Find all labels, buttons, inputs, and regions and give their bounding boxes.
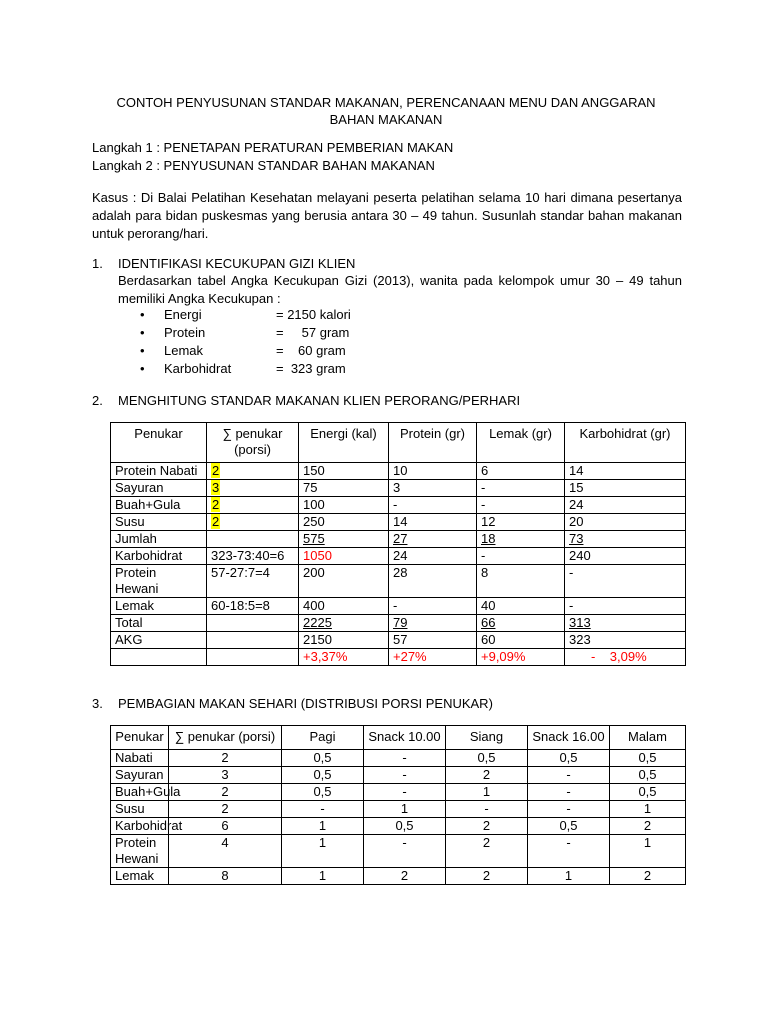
lemak-cell: 60	[477, 632, 565, 649]
porsi-cell	[207, 531, 299, 548]
snack-10-cell: 1	[364, 801, 446, 818]
energi-cell: 100	[299, 497, 389, 514]
column-header: Snack 16.00	[528, 726, 610, 750]
lemak-cell: -	[477, 480, 565, 497]
energi-cell: 2150	[299, 632, 389, 649]
section-2-heading	[92, 392, 520, 409]
nutrient-value: = 60 gram	[276, 343, 346, 358]
column-header: Malam	[610, 726, 686, 750]
snack-10-cell: -	[364, 767, 446, 784]
nutrient-value: = 323 gram	[276, 361, 346, 376]
malam-cell: 2	[610, 818, 686, 835]
siang-cell: 1	[446, 784, 528, 801]
protein-cell: 14	[389, 514, 477, 531]
step-1: Langkah 1 : PENETAPAN PERATURAN PEMBERIAN MAKAN	[92, 140, 454, 155]
porsi-cell	[207, 463, 299, 480]
malam-cell: 2	[610, 868, 686, 885]
table-row	[111, 818, 686, 835]
siang-cell: 2	[446, 835, 528, 868]
penukar-cell: Sayuran	[111, 480, 207, 497]
bullet-icon: •	[140, 307, 145, 322]
snack-10-cell: -	[364, 835, 446, 868]
penukar-cell: Susu	[111, 801, 169, 818]
energi-cell: 200	[299, 565, 389, 598]
lemak-cell: 40	[477, 598, 565, 615]
table-row	[111, 868, 686, 885]
penukar-cell: Lemak	[111, 868, 169, 885]
porsi-cell: 6	[169, 818, 282, 835]
siang-cell: 2	[446, 767, 528, 784]
protein-cell: 57	[389, 632, 477, 649]
table-row	[111, 480, 686, 497]
column-header: Penukar	[111, 726, 169, 750]
pagi-cell: -	[282, 801, 364, 818]
column-header: Karbohidrat (gr)	[565, 423, 686, 463]
malam-cell: 1	[610, 835, 686, 868]
protein-cell: 3	[389, 480, 477, 497]
energi-cell: 150	[299, 463, 389, 480]
protein-cell: -	[389, 497, 477, 514]
malam-cell: 0,5	[610, 784, 686, 801]
snack-10-cell: 2	[364, 868, 446, 885]
snack-16-cell: -	[528, 835, 610, 868]
penukar-cell: Buah+Gula	[111, 497, 207, 514]
lemak-cell: 6	[477, 463, 565, 480]
nutrient-value: = 2150 kalori	[276, 307, 351, 322]
malam-cell: 0,5	[610, 750, 686, 767]
protein-cell: 79	[389, 615, 477, 632]
penukar-cell: Karbohidrat	[111, 818, 169, 835]
porsi-cell: 60-18:5=8	[207, 598, 299, 615]
standard-food-table	[110, 422, 686, 666]
protein-cell: 28	[389, 565, 477, 598]
title-line-1: CONTOH PENYUSUNAN STANDAR MAKANAN, PERENCANAAN MENU DAN ANGGARAN	[116, 95, 656, 110]
protein-cell: -	[389, 598, 477, 615]
pagi-cell: 1	[282, 868, 364, 885]
column-header: Siang	[446, 726, 528, 750]
siang-cell: -	[446, 801, 528, 818]
column-header: Penukar	[111, 423, 207, 463]
nutrient-name: Karbohidrat	[164, 361, 232, 376]
karbo-cell: 15	[565, 480, 686, 497]
snack-16-cell: 0,5	[528, 750, 610, 767]
table-row	[111, 463, 686, 480]
porsi-cell: 2	[169, 784, 282, 801]
energi-cell: 1050	[299, 548, 389, 565]
pagi-cell: 0,5	[282, 750, 364, 767]
table-header-row	[111, 423, 686, 463]
lemak-cell: 18	[477, 531, 565, 548]
nutrient-name: Protein	[164, 325, 206, 340]
penukar-cell: AKG	[111, 632, 207, 649]
bullet-icon: •	[140, 343, 145, 358]
karbo-cell: -	[565, 598, 686, 615]
section-number: 3.	[92, 696, 103, 711]
malam-cell: 0,5	[610, 767, 686, 784]
penukar-cell: Nabati	[111, 750, 169, 767]
karbo-cell: -	[565, 565, 686, 598]
column-header: Pagi	[282, 726, 364, 750]
karbo-cell: 24	[565, 497, 686, 514]
karbo-cell: 313	[565, 615, 686, 632]
table-header-row	[111, 726, 686, 750]
snack-10-cell: -	[364, 784, 446, 801]
penukar-cell: Lemak	[111, 598, 207, 615]
snack-16-cell: 0,5	[528, 818, 610, 835]
snack-16-cell: 1	[528, 868, 610, 885]
table-row	[111, 548, 686, 565]
document-title	[92, 94, 680, 128]
nutrient-name: Lemak	[164, 343, 204, 358]
pagi-cell: 0,5	[282, 767, 364, 784]
nutrient-value: = 57 gram	[276, 325, 350, 340]
section-title: PEMBAGIAN MAKAN SEHARI (DISTRIBUSI PORSI PENUKAR)	[118, 696, 493, 711]
snack-16-cell: -	[528, 801, 610, 818]
porsi-cell: 323-73:40=6	[207, 548, 299, 565]
penukar-cell: Protein Hewani	[111, 565, 207, 598]
siang-cell: 2	[446, 868, 528, 885]
porsi-cell: 2	[169, 801, 282, 818]
porsi-cell: 4	[169, 835, 282, 868]
pagi-cell: 0,5	[282, 784, 364, 801]
bullet-icon: •	[140, 361, 145, 376]
lemak-cell: 66	[477, 615, 565, 632]
table-row	[111, 767, 686, 784]
porsi-cell	[207, 497, 299, 514]
section-number: 1.	[92, 256, 103, 271]
penukar-cell	[111, 649, 207, 666]
porsi-cell	[207, 514, 299, 531]
table-row	[111, 598, 686, 615]
penukar-cell: Sayuran	[111, 767, 169, 784]
table-row	[111, 565, 686, 598]
table-row	[111, 750, 686, 767]
lemak-diff-cell: +9,09%	[477, 649, 565, 666]
column-header: ∑ penukar (porsi)	[169, 726, 282, 750]
table-row	[111, 801, 686, 818]
karbo-diff-cell: - 3,09%	[565, 649, 686, 666]
highlighted-value: 2	[212, 463, 220, 478]
protein-diff-cell: +27%	[389, 649, 477, 666]
karbo-cell: 240	[565, 548, 686, 565]
pagi-cell: 1	[282, 818, 364, 835]
penukar-cell: Jumlah	[111, 531, 207, 548]
title-line-2: BAHAN MAKANAN	[329, 112, 443, 127]
snack-10-cell: -	[364, 750, 446, 767]
highlighted-value: 3	[212, 480, 220, 495]
penukar-cell: Karbohidrat	[111, 548, 207, 565]
nutrient-name: Energi	[164, 307, 202, 322]
penukar-cell: Susu	[111, 514, 207, 531]
energi-cell: 575	[299, 531, 389, 548]
highlighted-value: 2	[212, 514, 220, 529]
section-1-intro: Berdasarkan tabel Angka Kecukupan Gizi (2013), wanita pada kelompok umur 30 – 49 tahun memiliki Angka Kecukupan :	[118, 273, 682, 306]
porsi-cell	[207, 649, 299, 666]
column-header: Energi (kal)	[299, 423, 389, 463]
table-row	[111, 497, 686, 514]
porsi-cell: 2	[169, 750, 282, 767]
karbo-cell: 14	[565, 463, 686, 480]
section-title: IDENTIFIKASI KECUKUPAN GIZI KLIEN	[118, 256, 356, 271]
highlighted-value: 2	[212, 497, 220, 512]
porsi-cell	[207, 615, 299, 632]
porsi-cell: 57-27:7=4	[207, 565, 299, 598]
table-row	[111, 531, 686, 548]
energi-diff-cell: +3,37%	[299, 649, 389, 666]
section-1-heading	[92, 255, 355, 272]
column-header: Snack 10.00	[364, 726, 446, 750]
lemak-cell: -	[477, 548, 565, 565]
table-row	[111, 835, 686, 868]
bullet-icon: •	[140, 325, 145, 340]
column-header: Protein (gr)	[389, 423, 477, 463]
karbo-cell: 20	[565, 514, 686, 531]
lemak-cell: 8	[477, 565, 565, 598]
energi-cell: 400	[299, 598, 389, 615]
energi-cell: 75	[299, 480, 389, 497]
porsi-cell	[207, 480, 299, 497]
table-row	[111, 632, 686, 649]
penukar-cell: Protein Hewani	[111, 835, 169, 868]
penukar-cell: Protein Nabati	[111, 463, 207, 480]
lemak-cell: 12	[477, 514, 565, 531]
snack-10-cell: 0,5	[364, 818, 446, 835]
snack-16-cell: -	[528, 784, 610, 801]
siang-cell: 0,5	[446, 750, 528, 767]
table-row	[111, 514, 686, 531]
section-number: 2.	[92, 393, 103, 408]
section-3-heading	[92, 695, 493, 712]
karbo-cell: 323	[565, 632, 686, 649]
table-row	[111, 649, 686, 666]
table-row	[111, 784, 686, 801]
penukar-cell: Total	[111, 615, 207, 632]
penukar-cell: Buah+Gula	[111, 784, 169, 801]
protein-cell: 27	[389, 531, 477, 548]
malam-cell: 1	[610, 801, 686, 818]
section-title: MENGHITUNG STANDAR MAKANAN KLIEN PERORANG/PERHARI	[118, 393, 521, 408]
karbo-cell: 73	[565, 531, 686, 548]
column-header: Lemak (gr)	[477, 423, 565, 463]
column-header: ∑ penukar (porsi)	[207, 423, 299, 463]
snack-16-cell: -	[528, 767, 610, 784]
porsi-cell: 3	[169, 767, 282, 784]
porsi-cell	[207, 632, 299, 649]
meal-distribution-table	[110, 725, 686, 885]
table-row	[111, 615, 686, 632]
protein-cell: 24	[389, 548, 477, 565]
siang-cell: 2	[446, 818, 528, 835]
energi-cell: 2225	[299, 615, 389, 632]
pagi-cell: 1	[282, 835, 364, 868]
step-2: Langkah 2 : PENYUSUNAN STANDAR BAHAN MAKANAN	[92, 158, 435, 173]
case-paragraph: Kasus : Di Balai Pelatihan Kesehatan melayani peserta pelatihan selama 10 hari dimana pesertanya adalah para bidan puskesmas yang berusia antara 30 – 49 tahun. Susunlah standar bahan makanan untuk perorang/hari.	[92, 190, 682, 241]
porsi-cell: 8	[169, 868, 282, 885]
energi-cell: 250	[299, 514, 389, 531]
protein-cell: 10	[389, 463, 477, 480]
lemak-cell: -	[477, 497, 565, 514]
